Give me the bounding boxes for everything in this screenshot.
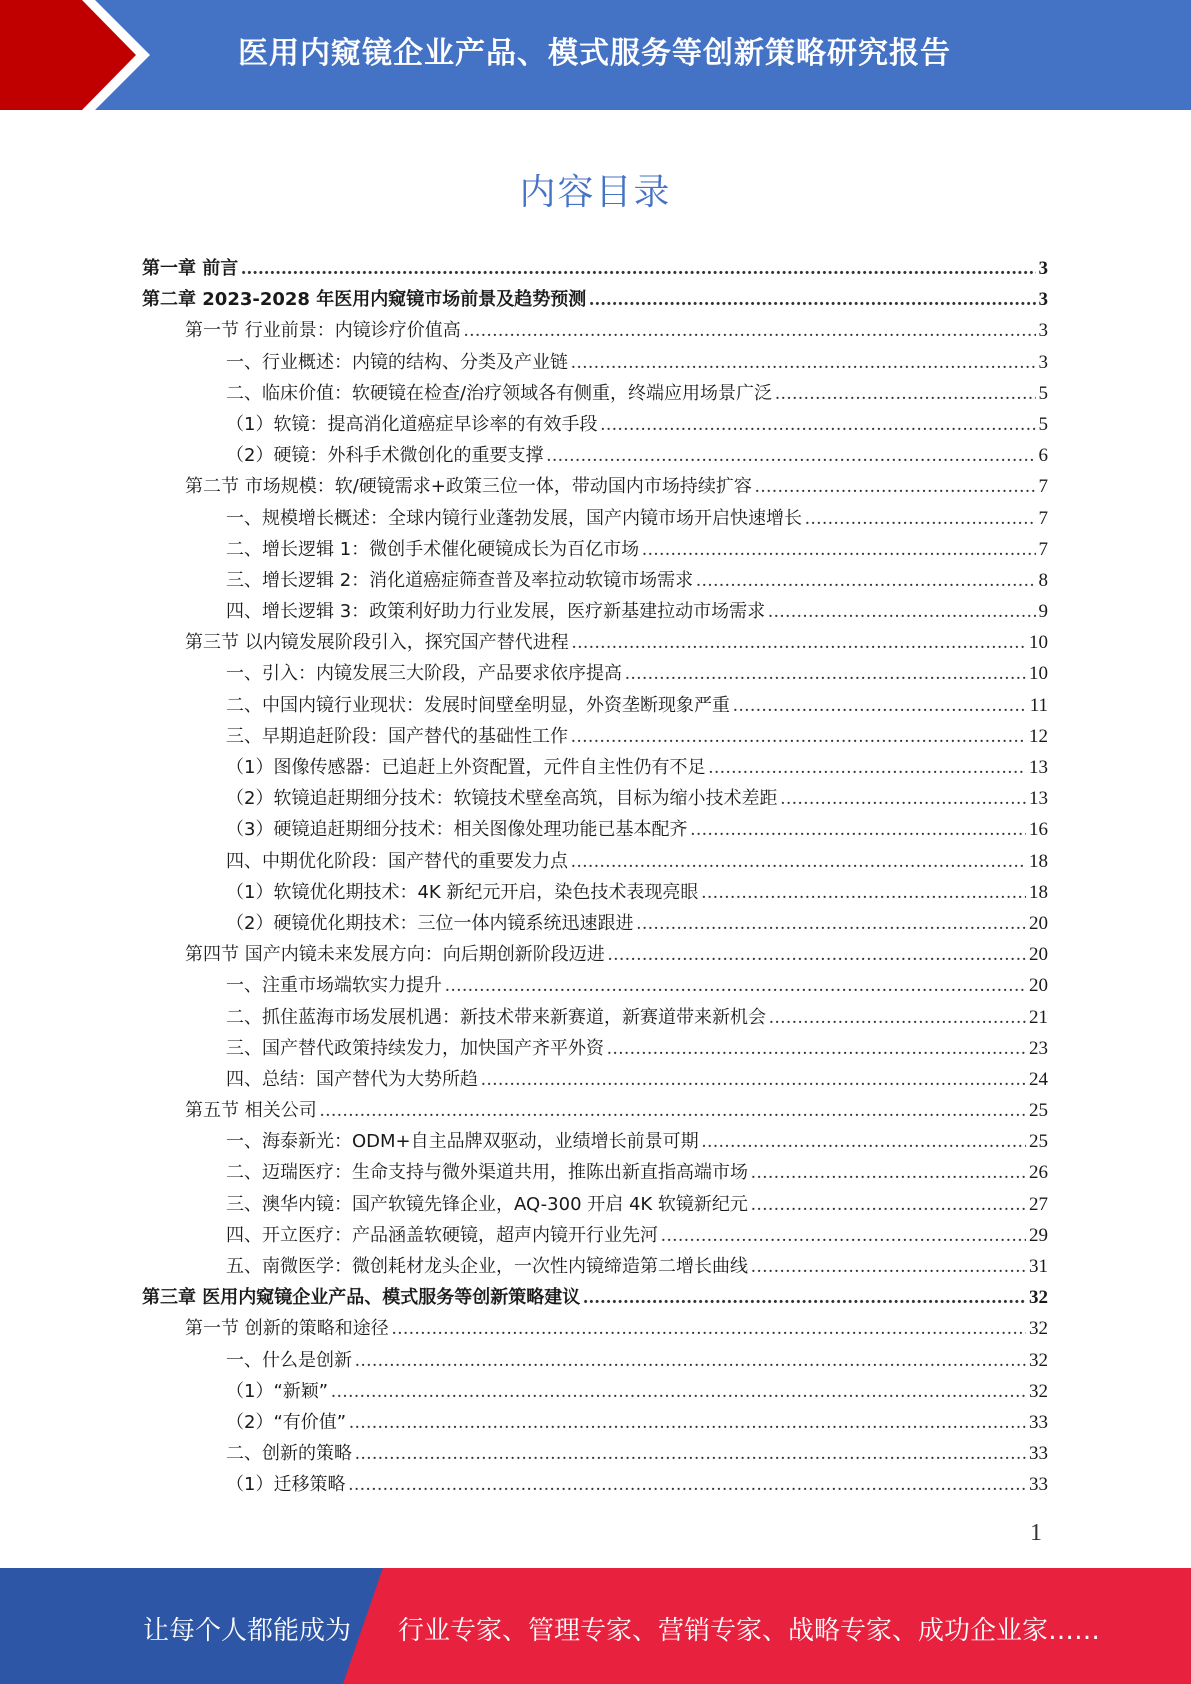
toc-leader-dots xyxy=(348,1469,1026,1500)
toc-entry[interactable] xyxy=(142,1251,1048,1282)
toc-entry[interactable] xyxy=(142,1189,1048,1220)
toc-entry-title: （1）软镜优化期技术：4K 新纪元开启，染色技术表现亮眼 xyxy=(226,881,699,903)
footer-slogan-right: 行业专家、管理专家、营销专家、战略专家、成功企业家…… xyxy=(398,1616,1101,1646)
toc-leader-dots xyxy=(445,970,1026,1001)
toc-leader-dots xyxy=(572,627,1026,658)
toc-leader-dots xyxy=(571,347,1036,378)
toc-entry-title: 二、创新的策略 xyxy=(226,1443,352,1465)
toc-entry-title: 五、南微医学：微创耗材龙头企业，一次性内镜缔造第二增长曲线 xyxy=(226,1256,748,1277)
toc-entry-title: 第二节 市场规模：软/硬镜需求+政策三位一体，带动国内市场持续扩容 xyxy=(185,476,752,498)
toc-leader-dots xyxy=(608,939,1026,970)
toc-entry-title: 第三章 医用内窥镜企业产品、模式服务等创新策略建议 xyxy=(142,1287,581,1309)
footer-slogan-left: 让每个人都能成为 xyxy=(143,1616,352,1646)
toc-entry-page: 5 xyxy=(1038,382,1048,404)
toc-entry-page: 7 xyxy=(1038,476,1048,498)
toc-leader-dots xyxy=(733,690,1027,721)
toc-entry[interactable] xyxy=(142,378,1048,409)
toc-entry-title: 四、总结：国产替代为大势所趋 xyxy=(226,1068,478,1090)
toc-entry-page: 20 xyxy=(1029,975,1048,997)
toc-entry-title: 一、行业概述：内镜的结构、分类及产业链 xyxy=(226,351,568,373)
report-header-banner xyxy=(0,0,1191,110)
toc-entry[interactable] xyxy=(142,565,1048,596)
toc-leader-dots xyxy=(571,846,1026,877)
toc-leader-dots xyxy=(600,409,1035,440)
toc-leader-dots xyxy=(780,783,1026,814)
toc-leader-dots xyxy=(589,284,1035,315)
toc-entry-page: 32 xyxy=(1029,1380,1048,1402)
toc-entry-title: （2）“有价值” xyxy=(226,1411,347,1433)
toc-entry-title: 第五节 相关公司 xyxy=(185,1100,317,1122)
toc-entry-title: 二、中国内镜行业现状：发展时间壁垒明显，外资垄断现象严重 xyxy=(226,694,730,716)
toc-entry-page: 3 xyxy=(1038,258,1048,279)
toc-entry[interactable] xyxy=(142,409,1048,440)
toc-leader-dots xyxy=(571,721,1026,752)
toc-entry-title: 三、早期追赶阶段：国产替代的基础性工作 xyxy=(226,725,568,747)
toc-entry-page: 33 xyxy=(1029,1474,1048,1496)
toc-entry-page: 7 xyxy=(1038,507,1048,529)
toc-leader-dots xyxy=(701,877,1026,908)
toc-entry-page: 5 xyxy=(1038,413,1048,435)
toc-leader-dots xyxy=(775,378,1035,409)
toc-entry[interactable] xyxy=(142,721,1048,752)
toc-entry[interactable] xyxy=(142,1469,1048,1500)
toc-entry-title: 第一节 创新的策略和途径 xyxy=(185,1318,389,1340)
toc-leader-dots xyxy=(392,1313,1026,1344)
toc-entry-title: 一、注重市场端软实力提升 xyxy=(226,975,442,997)
toc-entry-page: 23 xyxy=(1029,1037,1048,1059)
toc-entry-page: 25 xyxy=(1029,1131,1048,1153)
toc-leader-dots xyxy=(661,1220,1026,1251)
table-of-contents xyxy=(142,253,1048,1501)
toc-entry-title: 第三节 以内镜发展阶段引入，探究国产替代进程 xyxy=(185,632,569,654)
toc-entry[interactable] xyxy=(142,503,1048,534)
toc-entry[interactable] xyxy=(142,1220,1048,1251)
toc-entry-page: 12 xyxy=(1029,725,1048,747)
toc-entry-page: 33 xyxy=(1029,1411,1048,1433)
toc-entry[interactable] xyxy=(142,690,1048,721)
report-title: 医用内窥镜企业产品、模式服务等创新策略研究报告 xyxy=(238,36,951,71)
toc-entry-page: 20 xyxy=(1029,912,1048,934)
toc-entry-page: 18 xyxy=(1029,850,1048,872)
toc-entry-page: 6 xyxy=(1038,445,1048,467)
toc-entry-title: 三、增长逻辑 2：消化道癌症筛查普及率拉动软镜市场需求 xyxy=(226,569,694,591)
toc-entry-title: 一、规模增长概述：全球内镜行业蓬勃发展，国产内镜市场开启快速增长 xyxy=(226,507,802,529)
toc-entry-page: 16 xyxy=(1029,819,1048,841)
toc-entry[interactable] xyxy=(142,440,1048,471)
page-number: 1 xyxy=(1030,1520,1042,1546)
toc-entry[interactable] xyxy=(142,1002,1048,1033)
toc-entry-page: 13 xyxy=(1029,757,1048,778)
toc-entry[interactable] xyxy=(142,1407,1048,1438)
toc-leader-dots xyxy=(751,1251,1026,1282)
toc-entry-page: 26 xyxy=(1029,1162,1048,1184)
toc-leader-dots xyxy=(636,908,1026,939)
toc-entry[interactable] xyxy=(142,752,1048,783)
toc-entry[interactable] xyxy=(142,1313,1048,1344)
toc-leader-dots xyxy=(607,1033,1026,1064)
toc-entry-title: 三、国产替代政策持续发力，加快国产齐平外资 xyxy=(226,1037,604,1059)
toc-entry-title: （2）软镜追赶期细分技术：软镜技术壁垒高筑，目标为缩小技术差距 xyxy=(226,788,778,810)
toc-entry[interactable] xyxy=(142,1157,1048,1188)
toc-leader-dots xyxy=(583,1282,1026,1313)
toc-entry[interactable] xyxy=(142,534,1048,565)
toc-entry-page: 9 xyxy=(1038,601,1048,623)
toc-entry[interactable] xyxy=(142,284,1048,315)
toc-entry[interactable] xyxy=(142,814,1048,845)
toc-entry[interactable] xyxy=(142,253,1048,284)
toc-entry-title: 四、中期优化阶段：国产替代的重要发力点 xyxy=(226,850,568,872)
toc-entry-page: 13 xyxy=(1029,788,1048,810)
toc-leader-dots xyxy=(769,1002,1026,1033)
toc-entry-page: 33 xyxy=(1029,1443,1048,1465)
toc-entry-page: 3 xyxy=(1038,351,1048,373)
toc-entry-title: 第一章 前言 xyxy=(142,258,239,279)
toc-entry-page: 27 xyxy=(1029,1193,1048,1215)
toc-entry-title: （1）软镜：提高消化道癌症早诊率的有效手段 xyxy=(226,413,598,435)
toc-entry-title: 四、增长逻辑 3：政策利好助力行业发展，医疗新基建拉动市场需求 xyxy=(226,601,766,623)
toc-entry-page: 32 xyxy=(1029,1318,1048,1340)
toc-entry-title: （1）图像传感器：已追赶上外资配置，元件自主性仍有不足 xyxy=(226,757,706,778)
toc-entry-page: 31 xyxy=(1029,1256,1048,1277)
toc-leader-dots xyxy=(355,1345,1026,1376)
toc-entry-page: 11 xyxy=(1029,694,1048,716)
toc-heading: 内容目录 xyxy=(519,172,672,213)
toc-entry-page: 25 xyxy=(1029,1100,1048,1122)
toc-leader-dots xyxy=(331,1376,1026,1407)
toc-entry[interactable] xyxy=(142,347,1048,378)
toc-leader-dots xyxy=(355,1438,1026,1469)
toc-entry-page: 21 xyxy=(1029,1006,1048,1028)
toc-entry[interactable] xyxy=(142,1126,1048,1157)
toc-entry[interactable] xyxy=(142,939,1048,970)
toc-entry[interactable] xyxy=(142,1376,1048,1407)
toc-entry-page: 3 xyxy=(1038,289,1048,311)
toc-leader-dots xyxy=(464,315,1036,346)
toc-entry-page: 20 xyxy=(1029,944,1048,966)
toc-entry[interactable] xyxy=(142,596,1048,627)
toc-entry[interactable] xyxy=(142,846,1048,877)
toc-entry[interactable] xyxy=(142,877,1048,908)
toc-leader-dots xyxy=(349,1407,1026,1438)
toc-entry-title: 二、抓住蓝海市场发展机遇：新技术带来新赛道，新赛道带来新机会 xyxy=(226,1006,766,1028)
toc-entry[interactable] xyxy=(142,1095,1048,1126)
toc-entry-title: 第一节 行业前景：内镜诊疗价值高 xyxy=(185,320,461,342)
toc-entry-page: 10 xyxy=(1029,663,1048,685)
toc-entry-title: 二、临床价值：软硬镜在检查/治疗领域各有侧重，终端应用场景广泛 xyxy=(226,382,773,404)
toc-entry-page: 18 xyxy=(1029,881,1048,903)
toc-entry-title: （1）迁移策略 xyxy=(226,1474,346,1496)
toc-leader-dots xyxy=(755,471,1036,502)
toc-leader-dots xyxy=(702,1126,1026,1157)
toc-entry[interactable] xyxy=(142,471,1048,502)
toc-leader-dots xyxy=(546,440,1035,471)
footer-banner xyxy=(0,1568,1191,1684)
toc-entry[interactable] xyxy=(142,627,1048,658)
toc-leader-dots xyxy=(768,596,1035,627)
toc-leader-dots xyxy=(481,1064,1026,1095)
toc-leader-dots xyxy=(690,814,1026,845)
toc-entry[interactable] xyxy=(142,1064,1048,1095)
toc-entry-title: 第二章 2023-2028 年医用内窥镜市场前景及趋势预测 xyxy=(142,289,587,311)
toc-leader-dots xyxy=(625,658,1026,689)
toc-entry-title: 二、增长逻辑 1：微创手术催化硬镜成长为百亿市场 xyxy=(226,538,640,560)
toc-entry-page: 7 xyxy=(1038,538,1048,560)
toc-entry-title: 一、海泰新光：ODM+自主品牌双驱动，业绩增长前景可期 xyxy=(226,1131,699,1153)
toc-entry-page: 32 xyxy=(1029,1349,1048,1371)
toc-entry-title: 三、澳华内镜：国产软镜先锋企业，AQ-300 开启 4K 软镜新纪元 xyxy=(226,1193,748,1215)
toc-entry-page: 8 xyxy=(1038,569,1048,591)
toc-entry[interactable] xyxy=(142,1345,1048,1376)
toc-leader-dots xyxy=(751,1189,1026,1220)
toc-entry-title: 第四节 国产内镜未来发展方向：向后期创新阶段迈进 xyxy=(185,944,605,966)
toc-entry-title: 四、开立医疗：产品涵盖软硬镜，超声内镜开行业先河 xyxy=(226,1224,658,1246)
toc-entry-title: （2）硬镜：外科手术微创化的重要支撑 xyxy=(226,445,544,467)
toc-entry-title: 二、迈瑞医疗：生命支持与微外渠道共用，推陈出新直指高端市场 xyxy=(226,1162,748,1184)
toc-entry-title: 一、什么是创新 xyxy=(226,1349,352,1371)
toc-entry-title: （2）硬镜优化期技术：三位一体内镜系统迅速跟进 xyxy=(226,912,634,934)
toc-leader-dots xyxy=(708,752,1026,783)
toc-leader-dots xyxy=(751,1157,1026,1188)
toc-leader-dots xyxy=(642,534,1035,565)
toc-entry-page: 32 xyxy=(1029,1287,1048,1309)
toc-entry-title: （3）硬镜追赶期细分技术：相关图像处理功能已基本配齐 xyxy=(226,819,688,841)
toc-entry-page: 29 xyxy=(1029,1224,1048,1246)
toc-entry[interactable] xyxy=(142,970,1048,1001)
toc-entry[interactable] xyxy=(142,658,1048,689)
toc-entry[interactable] xyxy=(142,783,1048,814)
toc-entry-title: 一、引入：内镜发展三大阶段，产品要求依序提高 xyxy=(226,663,622,685)
toc-entry-page: 3 xyxy=(1038,320,1048,342)
toc-entry[interactable] xyxy=(142,1282,1048,1313)
toc-entry-page: 10 xyxy=(1029,632,1048,654)
toc-entry[interactable] xyxy=(142,1438,1048,1469)
toc-entry-title: （1）“新颖” xyxy=(226,1380,329,1402)
toc-leader-dots xyxy=(241,253,1035,284)
toc-entry[interactable] xyxy=(142,315,1048,346)
toc-leader-dots xyxy=(696,565,1035,596)
toc-entry[interactable] xyxy=(142,908,1048,939)
toc-entry[interactable] xyxy=(142,1033,1048,1064)
toc-entry-page: 24 xyxy=(1029,1068,1048,1090)
toc-leader-dots xyxy=(320,1095,1026,1126)
toc-leader-dots xyxy=(805,503,1036,534)
